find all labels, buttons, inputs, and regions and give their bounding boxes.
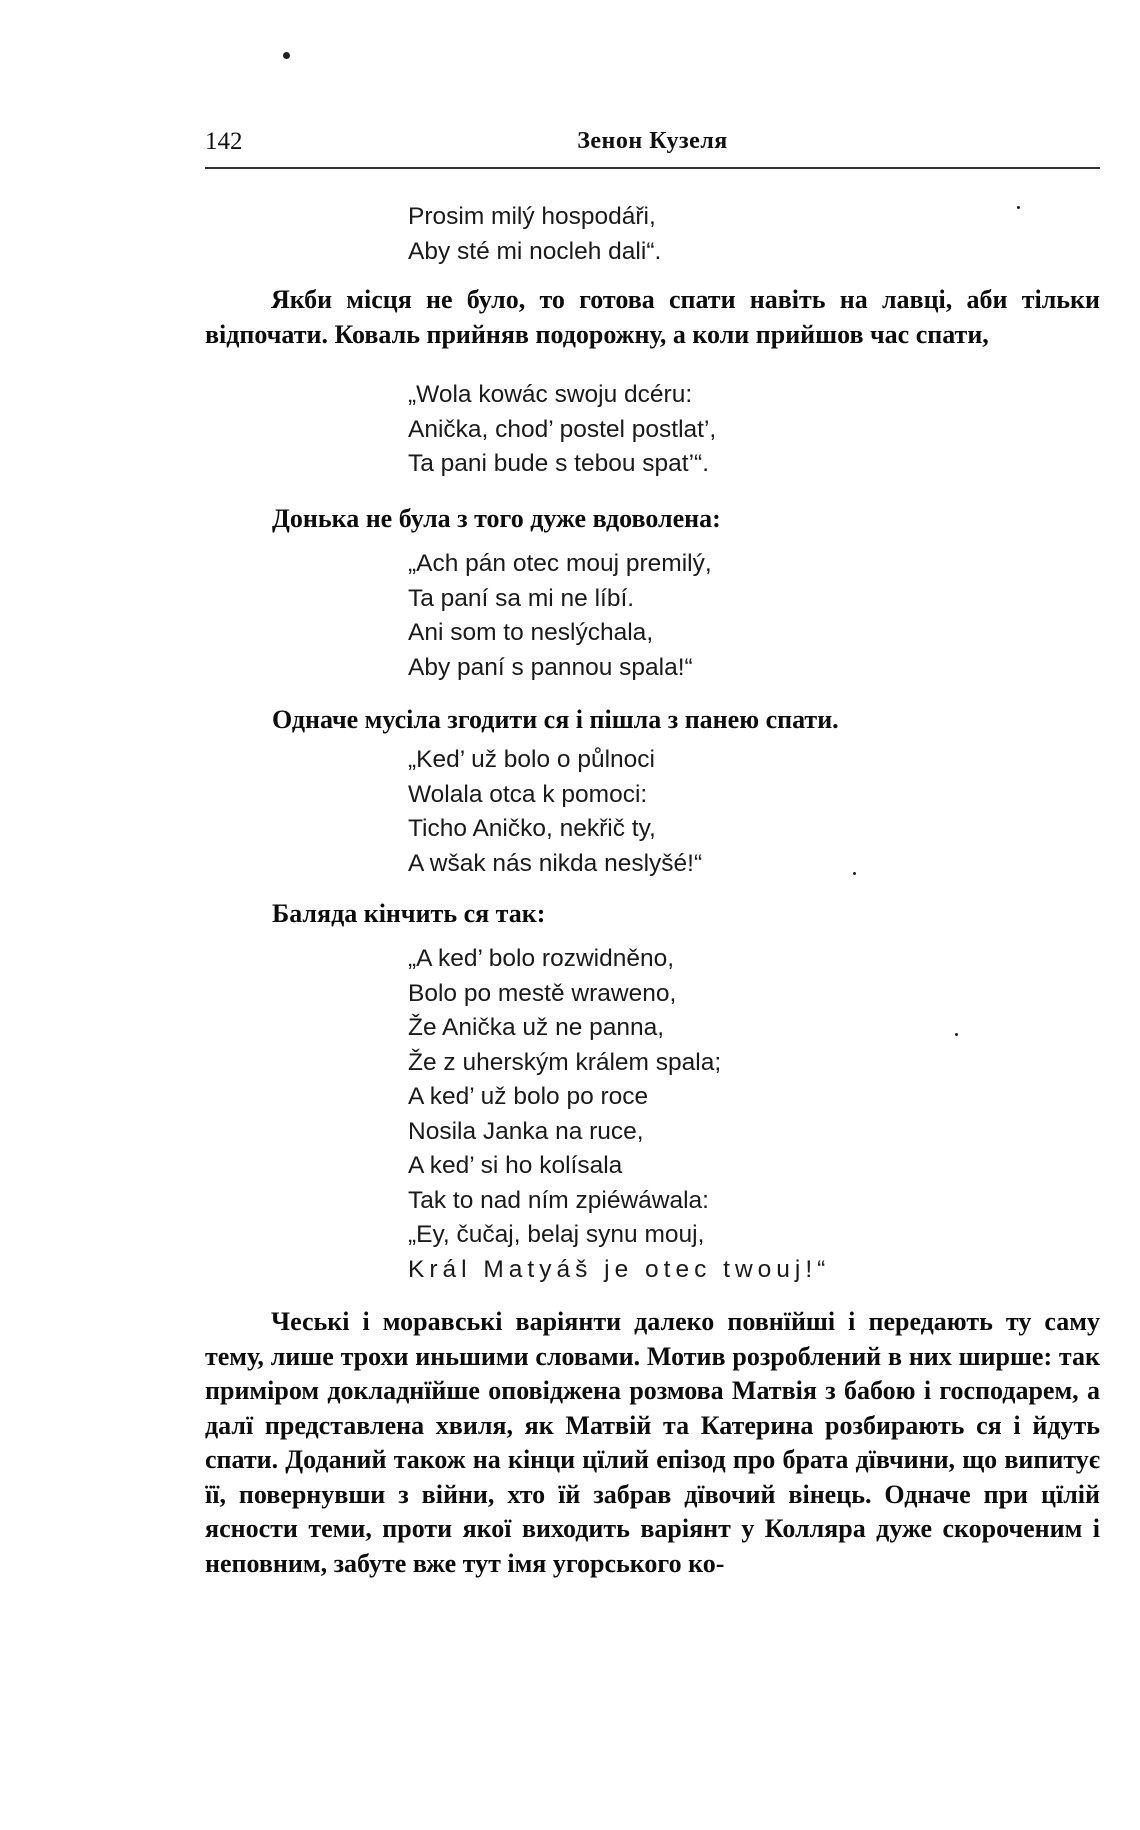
page-number: 142 (205, 128, 243, 155)
intro-line-2: Одначе мусіла згодити ся і пішла з панею спати. (272, 705, 839, 734)
verse-line: „Ked’ už bolo o půlnoci (408, 746, 655, 773)
verse-line: „A ked’ bolo rozwidněno, (408, 945, 675, 972)
verse-line: Anička, chod’ postel postlat’, (408, 415, 717, 443)
verse-line: Aby sté mi nocleh dali“. (408, 237, 662, 265)
intro-line-3: Баляда кінчить ся так: (272, 899, 546, 928)
verse-line: Ta paní sa mi ne líbí. (408, 584, 635, 612)
paragraph-1: Якби місця не було, то готова спати навіть на лавці, аби тільки відпочати. Коваль прийняв подорожну, а коли прийшов час спати, (205, 285, 1100, 349)
verse-line: Král Matyáš je otec twouj!“ (408, 1255, 831, 1283)
verse-line: Bolo po mestě wraweno, (408, 979, 677, 1007)
verse-line: A wšak nás nikda neslyšé!“ (408, 849, 703, 877)
verse-line: Ticho Aničko, nekřič ty, (408, 815, 656, 842)
verse-block-4 (408, 743, 702, 881)
verse-block-5 (408, 942, 830, 1287)
verse-line: A ked’ si ho kolísala (408, 1152, 623, 1179)
verse-line: „Wola kowác swoju dcéru: (408, 381, 693, 408)
intro-line-1: Донька не була з того дуже вдоволена: (272, 504, 721, 533)
print-speck (853, 872, 856, 875)
verse-line: „Ach pán otec mouj premilý, (408, 550, 712, 577)
header-rule (205, 167, 1100, 169)
verse-block-3 (408, 547, 712, 685)
verse-line: Že Anička už ne panna, (408, 1014, 665, 1041)
verse-line: Aby paní s pannou spala!“ (408, 653, 693, 681)
verse-line: Tak to nad ním zpiéwáwala: (408, 1186, 709, 1214)
verse-line: Ani som to neslýchala, (408, 619, 654, 646)
running-title: Зенон Кузеля (577, 128, 728, 154)
verse-line: Ta pani bude s tebou spat’“. (408, 450, 710, 477)
verse-line: A ked’ už bolo po roce (408, 1083, 649, 1110)
verse-line: „Ey, čučaj, belaj synu mouj, (408, 1221, 705, 1248)
print-speck (1017, 206, 1020, 209)
paragraph-2: Чеські і моравські варіянти далеко повнїйші і передають ту саму тему, лише трохи иньшими словами. Мотив розроблений в них ширше: так приміром докладнїйше оповіджена розмова Матвія з бабою і господарем, а далї представлена хвиля, як Матвій та Катерина розбирають ся і йдуть спати. Доданий також на кінци цїлий епізод про брата дївчини, що випитує її, повернувши з війни, хто їй забрав дївочий вінець. Одначе при цїлій ясности теми, проти якої виходить варіянт у Колляра дуже скороченим і неповним, забуте вже тут імя угорського ко- (205, 1307, 1100, 1578)
verse-line: Wolala otca k pomoci: (408, 780, 648, 808)
verse-line: Že z uherským králem spala; (408, 1048, 722, 1076)
page-header (205, 128, 1100, 168)
verse-line: Prosim milý hospodáři, (408, 203, 656, 230)
print-speck (955, 1033, 958, 1036)
verse-line: Nosila Janka na ruce, (408, 1117, 644, 1145)
verse-block-2 (408, 378, 716, 482)
print-speck (283, 52, 290, 59)
verse-block-1 (408, 200, 661, 269)
